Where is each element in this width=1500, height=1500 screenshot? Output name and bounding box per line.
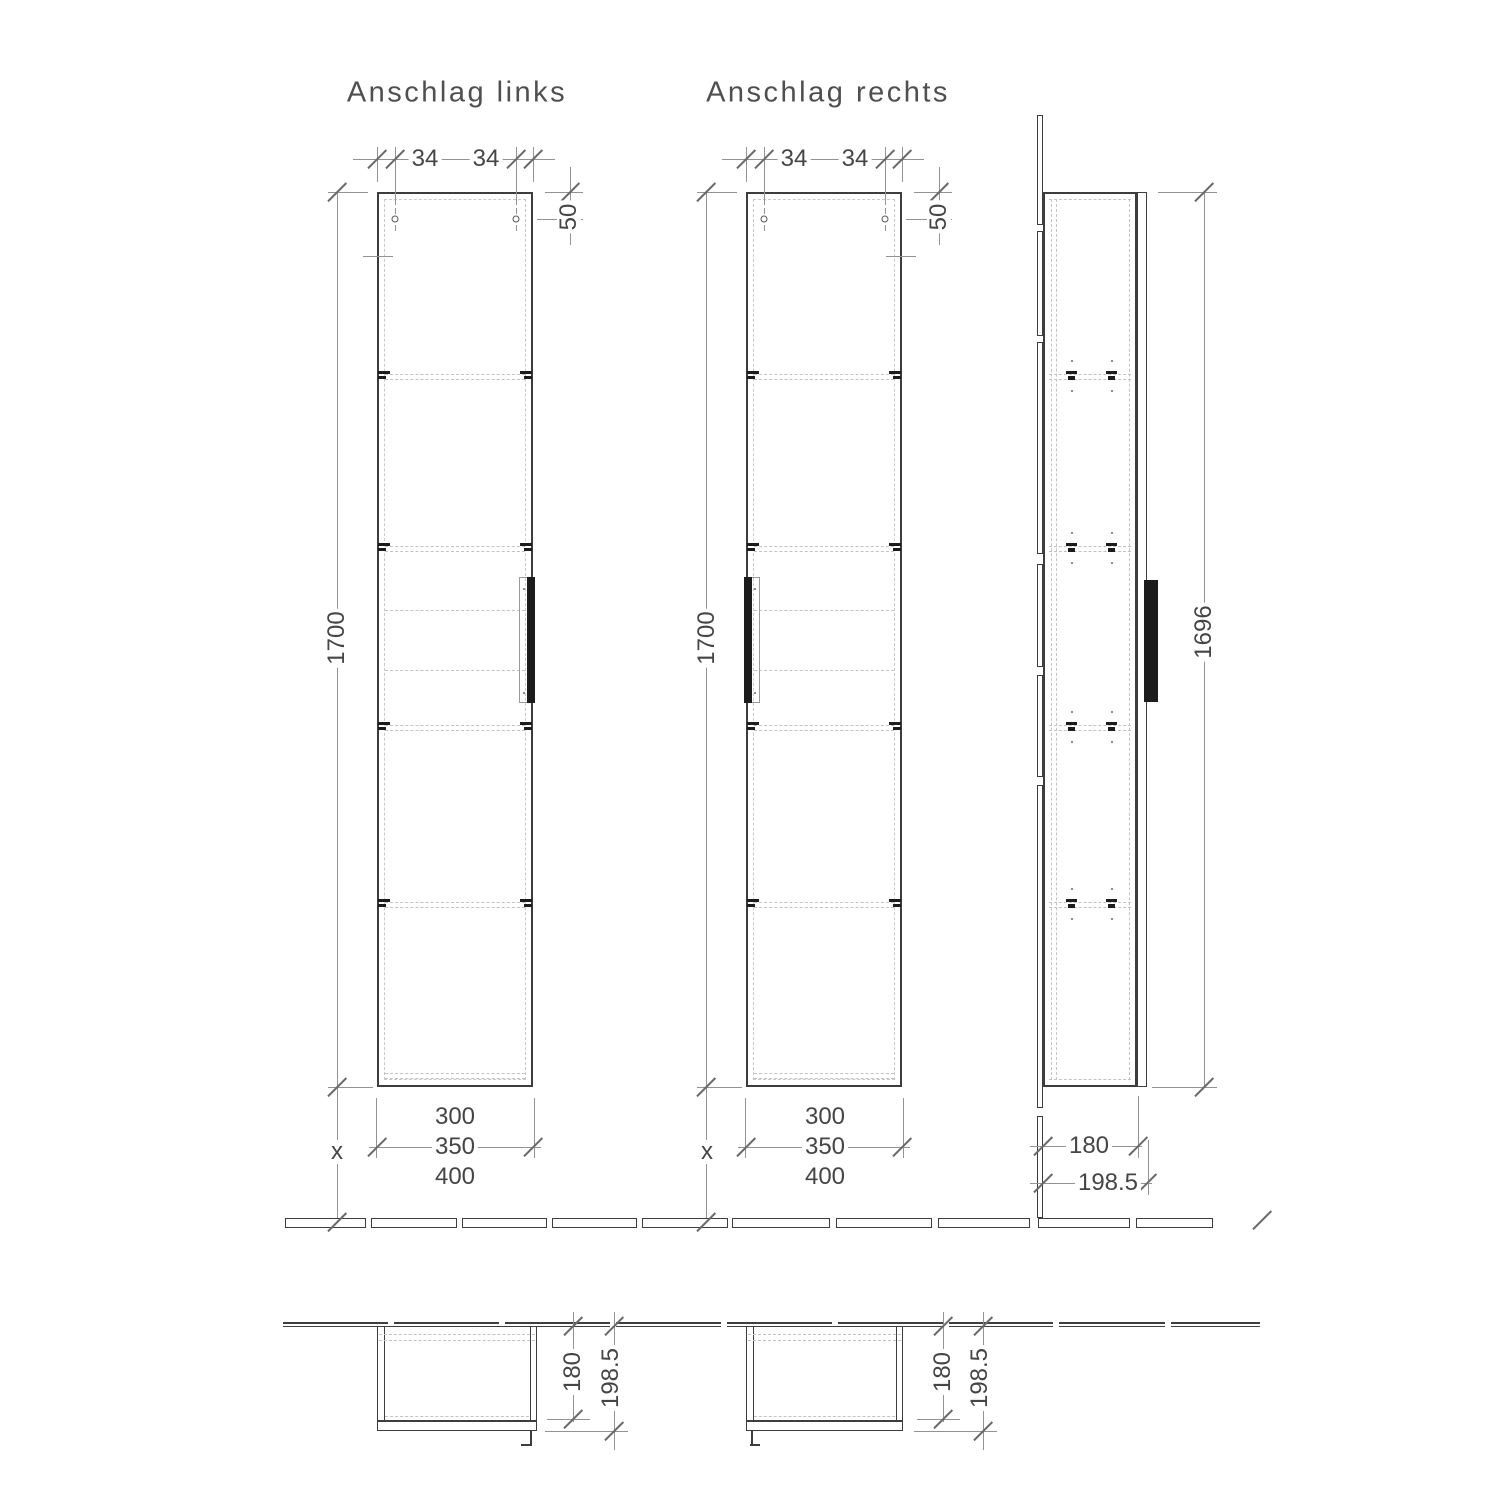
shelf-clip [378,371,390,374]
shelf-position-dashed [385,670,525,671]
dim-line [1152,1087,1217,1088]
dim-line [545,192,583,193]
shelf-clip [1068,548,1075,552]
dim-line [1138,1096,1139,1158]
hole-tick [885,225,886,231]
shelf-clip [747,899,759,902]
shelf-clip [1108,376,1115,380]
shelf-clip [1106,543,1117,546]
hole-tick [885,208,886,214]
shelf-clip [889,722,901,725]
shelf-clip [378,722,390,725]
drill-dot [1111,532,1113,534]
shelf-clip [520,543,532,546]
wall-rail-segment [552,1218,637,1228]
wall-rail-segment [938,1218,1030,1228]
shelf-dashed-line [754,546,894,547]
carcass-inner-dashed [384,199,526,1080]
shelf-dashed-line [1049,551,1131,552]
drill-dot [1071,711,1073,713]
drill-dot [1111,888,1113,890]
dim-hole-spacing-left-b: 34 [470,147,503,171]
drill-dot [754,692,756,694]
shelf-dashed-line [385,730,525,731]
shelf-clip [1068,727,1075,731]
reference-mark [886,256,916,257]
dim-line [722,159,924,160]
plan-front-dashed [754,1416,895,1417]
dim-depth-carcass-side: 180 [1066,1134,1112,1158]
plan-wall-segment [1171,1322,1260,1327]
shelf-dashed-line [385,902,525,903]
dim-line [353,159,555,160]
hole-tick [395,208,396,214]
shelf-clip [378,543,390,546]
shelf-dashed-line [385,379,525,380]
dim-width-300-left: 300 [432,1105,478,1129]
dim-line [1158,192,1217,193]
plan-wall-segment [616,1322,721,1327]
handle-bar [527,577,535,703]
side-handle-bar [1144,580,1158,702]
hole-tick [516,208,517,214]
drill-dot [1111,360,1113,362]
wall-rail-segment [462,1218,547,1228]
drill-dot [1071,888,1073,890]
plan-door-outline [746,1421,903,1431]
height-dim-line [337,192,338,1222]
shelf-clip [747,904,755,907]
shelf-dashed-line [754,730,894,731]
dim-hole-top-offset-left: 50 [557,201,581,234]
drill-dot [1071,918,1073,920]
back-panel-dashed [1051,199,1052,1080]
dim-mount-height-left: x [328,1140,346,1164]
dim-front-height-side: 1696 [1192,602,1216,661]
dim-hole-top-offset-right: 50 [927,201,951,234]
shelf-clip [747,722,759,725]
dim-width-400-left: 400 [432,1165,478,1189]
shelf-clip [747,376,755,379]
shelf-position-dashed [754,670,894,671]
shelf-dashed-line [385,551,525,552]
shelf-clip [378,727,386,730]
shelf-dashed-line [1049,379,1131,380]
dim-line [547,1419,590,1420]
plan-handle [750,1444,760,1446]
shelf-clip [378,548,386,551]
dim-depth-total-side: 198.5 [1075,1171,1141,1195]
shelf-dashed-line [1049,907,1131,908]
shelf-dashed-line [385,725,525,726]
dim-line [376,1098,377,1158]
shelf-position-dashed [385,610,525,611]
hole-tick [764,208,765,214]
shelf-clip [520,371,532,374]
dim-cabinet-height-left: 1700 [325,608,349,667]
dim-line [903,1098,904,1158]
shelf-clip [378,899,390,902]
drill-dot [1071,741,1073,743]
shelf-clip [1108,727,1115,731]
plan-back-dashed [379,1334,535,1335]
shelf-dashed-line [754,907,894,908]
screw-hole [392,216,399,223]
drill-dot [1111,562,1113,564]
drill-dot [1071,360,1073,362]
wall-rail-segment [642,1218,728,1228]
drill-dot [1111,918,1113,920]
shelf-clip [1106,899,1117,902]
shelf-clip [747,727,755,730]
shelf-clip [520,899,532,902]
shelf-clip [893,548,901,551]
drill-dot [1071,532,1073,534]
shelf-dashed-line [385,374,525,375]
shelf-dashed-line [1049,374,1131,375]
shelf-clip [378,376,386,379]
shelf-dashed-line [1049,725,1131,726]
door-inner-dashed [1129,199,1130,1080]
wall-rail-segment [836,1218,932,1228]
dim-depth-carcass-plan-right: 180 [931,1349,955,1395]
dim-line [745,1098,746,1158]
shelf-clip [889,899,901,902]
dim-mount-height-right: x [698,1140,716,1164]
wall-rail-segment [1038,1218,1130,1228]
shelf-dashed-line [1049,546,1131,547]
shelf-clip [524,376,532,379]
shelf-dashed-line [754,902,894,903]
drill-dot [754,588,756,590]
dim-line [377,147,378,182]
dim-line [746,147,747,182]
shelf-clip [524,727,532,730]
dim-tick-mark [1252,1210,1271,1229]
shelf-clip [520,722,532,725]
bottom-dashed [754,1073,894,1074]
dim-line [545,1431,628,1432]
dim-width-350-right: 350 [802,1135,848,1159]
shelf-clip [1068,376,1075,380]
height-dim-line [706,192,707,1222]
wall-strip-segment [1037,1116,1043,1218]
drill-dot [1111,741,1113,743]
drill-dot [523,692,525,694]
plan-wall-segment [283,1322,388,1327]
handle-bar [744,577,752,703]
dim-depth-total-plan-left: 198.5 [599,1345,623,1411]
dim-line [914,1431,997,1432]
wall-rail-segment [371,1218,457,1228]
drill-dot [1111,711,1113,713]
shelf-dashed-line [1049,902,1131,903]
drill-dot [1071,390,1073,392]
shelf-clip [1066,722,1077,725]
drill-dot [523,588,525,590]
shelf-clip [747,543,759,546]
dim-line [1148,1140,1149,1195]
shelf-clip [893,727,901,730]
shelf-clip [1106,722,1117,725]
shelf-dashed-line [754,374,894,375]
shelf-clip [1066,899,1077,902]
hole-tick [395,225,396,231]
plan-front-dashed [385,1416,529,1417]
dim-width-400-right: 400 [802,1165,848,1189]
shelf-clip [889,543,901,546]
view-title-hinge-left: Anschlag links [346,76,568,109]
shelf-clip [1066,543,1077,546]
wall-rail-segment [732,1218,830,1228]
back-panel-dashed [1056,199,1057,1080]
hole-tick [516,225,517,231]
shelf-clip [524,548,532,551]
dim-line [534,1098,535,1158]
plan-door-outline [377,1421,537,1431]
shelf-dashed-line [1049,730,1131,731]
plan-wall-segment [1059,1322,1165,1327]
dim-line [917,1419,960,1420]
drill-dot [1071,562,1073,564]
dim-depth-carcass-plan-left: 180 [561,1349,585,1395]
side-carcass-outline [1043,192,1137,1087]
dim-line [533,147,534,182]
dim-line [902,147,903,182]
shelf-clip [378,904,386,907]
shelf-clip [747,548,755,551]
bottom-dashed [754,1078,894,1079]
reference-mark [363,256,393,257]
plan-handle [521,1444,531,1446]
shelf-clip [747,371,759,374]
dim-width-350-left: 350 [432,1135,478,1159]
plan-back-dashed [379,1340,535,1341]
shelf-dashed-line [385,546,525,547]
shelf-clip [1066,371,1077,374]
dim-cabinet-height-right: 1700 [695,608,719,667]
plan-wall-segment [949,1322,1053,1327]
carcass-inner-dashed [753,199,895,1080]
shelf-clip [1068,904,1075,908]
screw-hole [513,216,520,223]
hole-tick [764,225,765,231]
shelf-dashed-line [385,907,525,908]
drill-dot [1111,390,1113,392]
dim-hole-spacing-right-a: 34 [778,147,811,171]
dim-hole-spacing-right-b: 34 [839,147,872,171]
plan-back-dashed [748,1334,901,1335]
shelf-dashed-line [754,725,894,726]
shelf-clip [524,904,532,907]
wall-rail-segment [1136,1218,1213,1228]
shelf-clip [1108,904,1115,908]
shelf-dashed-line [754,379,894,380]
screw-hole [761,216,768,223]
shelf-clip [893,904,901,907]
shelf-clip [893,376,901,379]
dashed-line [1049,1079,1131,1080]
shelf-clip [1108,548,1115,552]
screw-hole [882,216,889,223]
bottom-dashed [385,1073,525,1074]
bottom-dashed [385,1078,525,1079]
wall-rail-segment [285,1218,366,1228]
dim-width-300-right: 300 [802,1105,848,1129]
shelf-clip [1106,371,1117,374]
plan-back-dashed [748,1340,901,1341]
shelf-position-dashed [754,610,894,611]
dashed-line [1049,199,1131,200]
dim-line [914,192,952,193]
shelf-dashed-line [754,551,894,552]
view-title-hinge-right: Anschlag rechts [706,76,950,109]
dim-hole-spacing-left-a: 34 [409,147,442,171]
shelf-clip [889,371,901,374]
dim-depth-total-plan-right: 198.5 [968,1345,992,1411]
